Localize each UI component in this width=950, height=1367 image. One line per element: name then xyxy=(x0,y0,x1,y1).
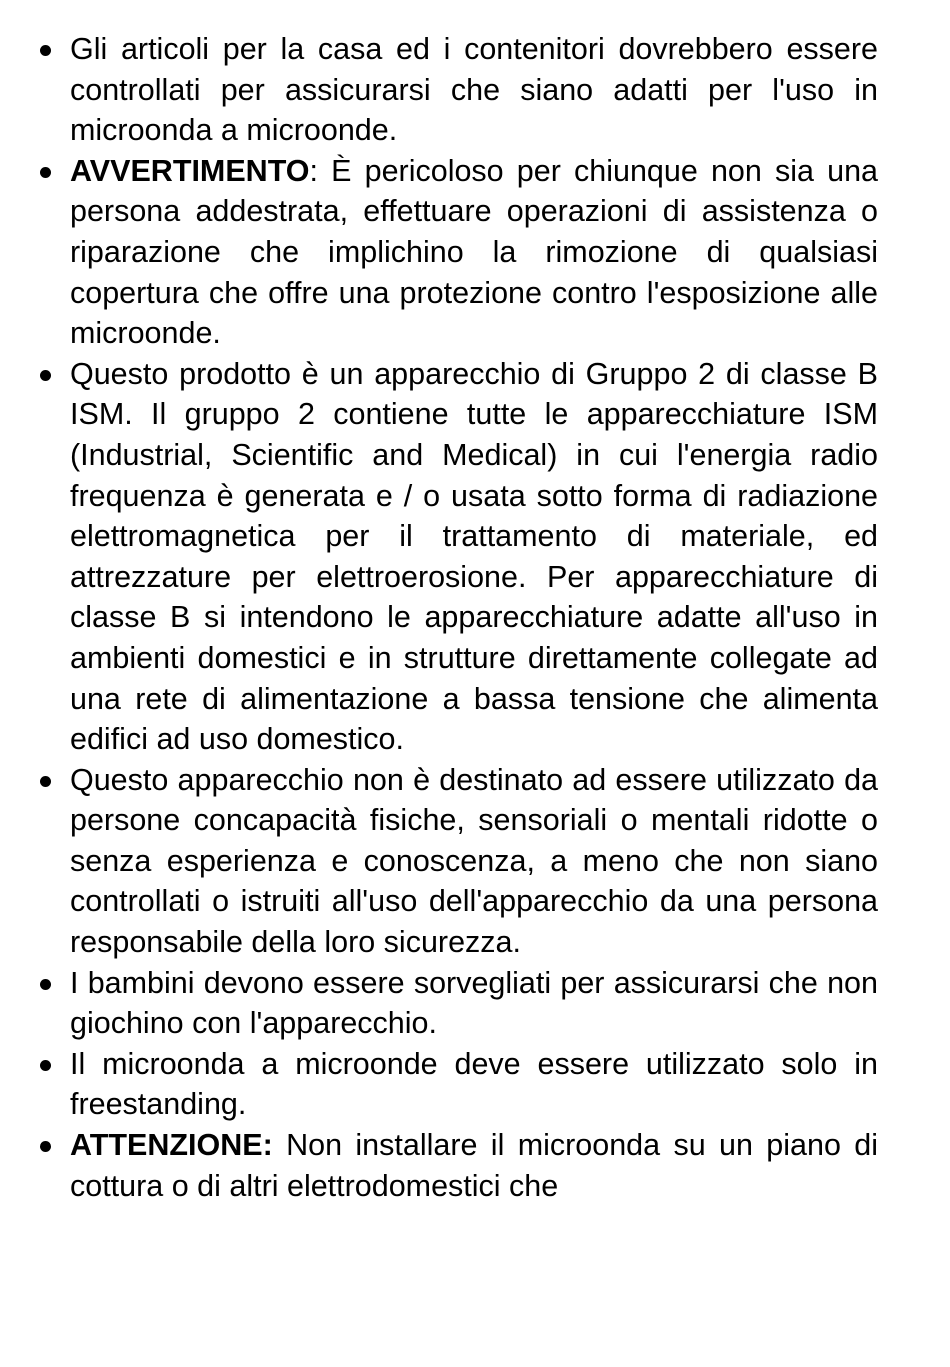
bullet-icon xyxy=(40,167,51,178)
bullet-icon xyxy=(40,45,51,56)
list-item xyxy=(0,151,878,354)
item-separator xyxy=(273,1128,286,1162)
list-item xyxy=(0,354,878,760)
item-text: Non installare il microonda su un piano di cottura o di altri elettrodomestici che xyxy=(70,1128,878,1203)
caution-lead: ATTENZIONE: xyxy=(70,1128,273,1163)
list-item xyxy=(0,963,878,1044)
list-item xyxy=(0,1125,878,1206)
bullet-icon xyxy=(40,979,51,990)
bullet-icon xyxy=(40,1141,51,1152)
bullet-icon xyxy=(40,776,51,787)
item-text: I bambini devono essere sorvegliati per assicurarsi che non giochino con l'apparecchio. xyxy=(70,965,878,1041)
item-text: Questo apparecchio non è destinato ad essere utilizzato da persone concapacità fisiche, sensoriali o mentali ridotte o senza esperienza e conoscenza, a meno che non siano controllati o istruiti all'uso dell'apparecchio da una persona responsabile della loro sicurezza. xyxy=(70,762,878,960)
item-text: È pericoloso per chiunque non sia una persona addestrata, effettuare operazioni di assistenza o riparazione che implichino la rimozione di qualsiasi copertura che offre una protezione contro l'esposizione alle microonde. xyxy=(70,153,879,351)
bullet-icon xyxy=(40,370,51,381)
item-separator: : xyxy=(309,153,332,188)
safety-bullet-list xyxy=(0,29,950,1206)
item-text: Questo prodotto è un apparecchio di Gruppo 2 di classe B ISM. Il gruppo 2 contiene tutte le apparecchiature ISM (Industrial, Scientific and Medical) in cui l'energia radio frequenza è generata e / o usata sotto forma di radiazione elettromagnetica per il trattamento di materiale, ed attrezzature per elettroerosione. Per apparecchiature di classe B si intendono le apparecchiature adatte all'uso in ambienti domestici e in strutture direttamente collegate ad una rete di alimentazione a bassa tensione che alimenta edifici ad uso domestico. xyxy=(70,356,878,757)
list-item xyxy=(0,760,878,963)
item-text: Gli articoli per la casa ed i contenitori dovrebbero essere controllati per assicurarsi che siano adatti per l'uso in microonda a microonde. xyxy=(70,32,878,148)
item-text: Il microonda a microonde deve essere utilizzato solo in freestanding. xyxy=(70,1046,878,1122)
list-item xyxy=(0,29,878,151)
warning-lead: AVVERTIMENTO xyxy=(70,153,310,188)
bullet-icon xyxy=(40,1060,51,1071)
list-item xyxy=(0,1044,878,1125)
